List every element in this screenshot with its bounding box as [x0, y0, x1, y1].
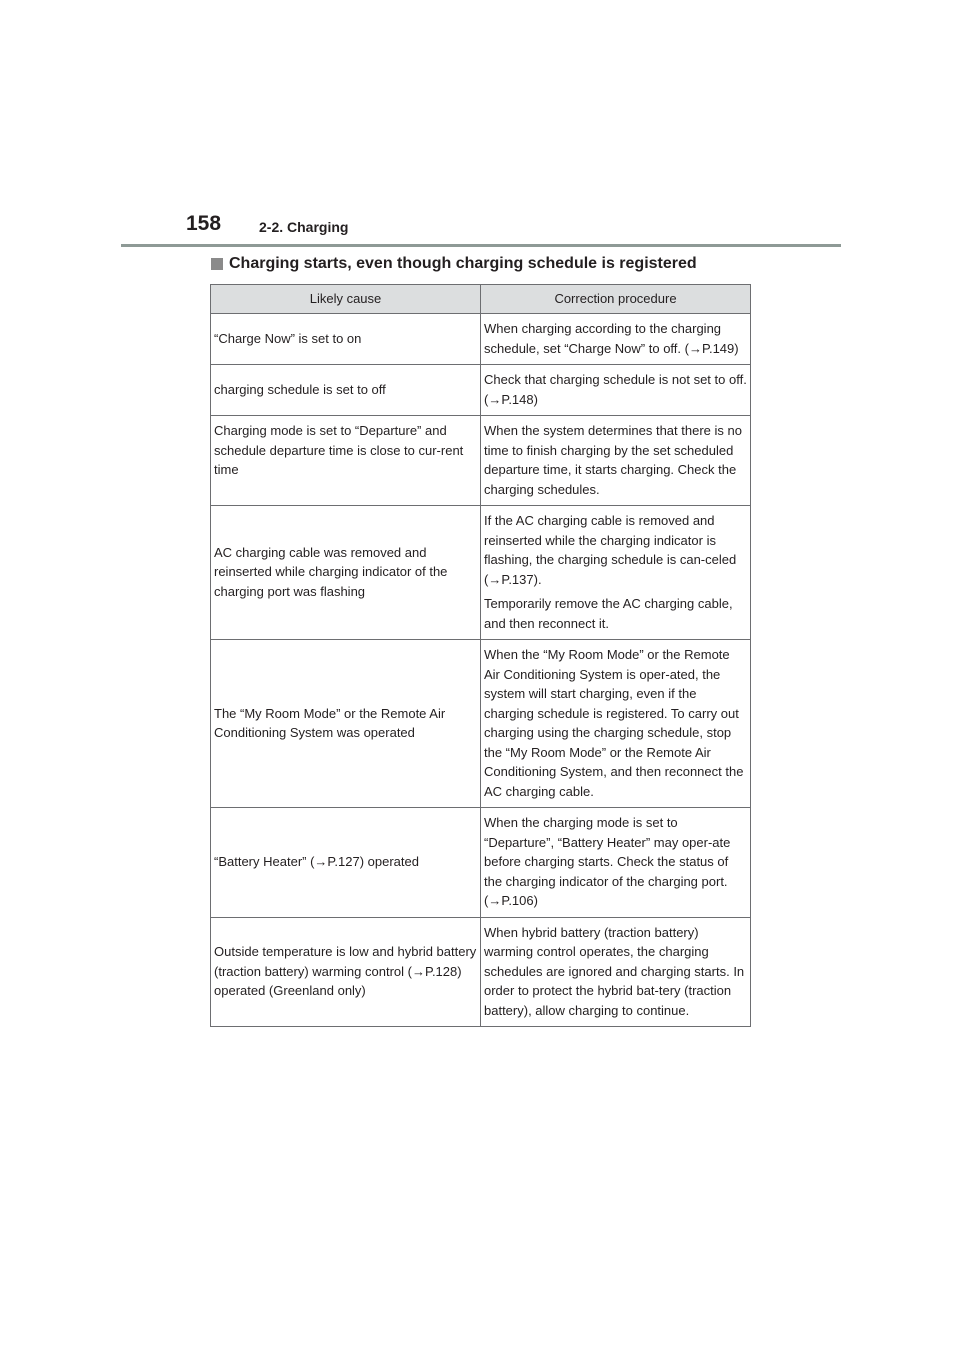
table-row [211, 917, 751, 1027]
cause-cell: AC charging cable was removed and reinserted while charging indicator of the charging port was flashing [211, 506, 481, 640]
section-heading-text: Charging starts, even though charging schedule is registered [229, 255, 697, 272]
table-row [211, 808, 751, 918]
table-header-row [211, 285, 751, 314]
cause-cell: The “My Room Mode” or the Remote Air Conditioning System was operated [211, 640, 481, 808]
column-header-likely-cause: Likely cause [211, 285, 481, 314]
procedure-text: When the system determines that there is no time to finish charging by the set scheduled departure time, it starts charging. Check the charging schedules. [484, 423, 742, 497]
procedure-text: When the “My Room Mode” or the Remote Air Conditioning System is oper-ated, the system will start charging, even if the charging schedule is registered. To carry out charging using the charging schedule, stop the “My Room Mode” or the Remote Air Conditioning System, and then reconnect the AC charging cable. [484, 647, 744, 799]
table-row [211, 416, 751, 506]
procedure-text: When the charging mode is set to “Departure”, “Battery Heater” may oper-ate before charging starts. Check the status of the charging indicator of the charging port. (→P.106) [484, 815, 731, 908]
cause-cell: “Battery Heater” (→P.127) operated [211, 808, 481, 918]
cause-cell: Outside temperature is low and hybrid battery (traction battery) warming control (→P.128) operated (Greenland only) [211, 917, 481, 1027]
section-label: 2-2. Charging [259, 219, 349, 235]
procedure-text: If the AC charging cable is removed and reinserted while the charging indicator is flashing, the charging schedule is can-celed (→P.137). [484, 513, 737, 587]
cause-cell: “Charge Now” is set to on [211, 314, 481, 365]
procedure-text: When charging according to the charging schedule, set “Charge Now” to off. (→P.149) [484, 321, 739, 356]
procedure-cell [481, 314, 751, 365]
procedure-cell [481, 416, 751, 506]
procedure-cell [481, 640, 751, 808]
page-number: 158 [186, 212, 222, 235]
table-row [211, 314, 751, 365]
column-header-correction-procedure: Correction procedure [481, 285, 751, 314]
procedure-cell [481, 365, 751, 416]
table-row [211, 365, 751, 416]
procedure-cell [481, 808, 751, 918]
procedure-cell [481, 917, 751, 1027]
square-bullet-icon [211, 258, 223, 270]
table-row [211, 506, 751, 640]
header-rule [121, 244, 841, 247]
section-heading [211, 255, 697, 273]
procedure-text: Check that charging schedule is not set to off. (→P.148) [484, 372, 747, 407]
procedure-text: When hybrid battery (traction battery) warming control operates, the charging schedules are ignored and charging starts. In order to protect the hybrid bat-tery (traction battery), allow charging to continue. [484, 924, 745, 1018]
procedure-text: Temporarily remove the AC charging cable, and then reconnect it. [484, 596, 733, 631]
procedure-cell [481, 506, 751, 640]
cause-cell: Charging mode is set to “Departure” and schedule departure time is close to cur-rent time [211, 416, 481, 506]
table-row [211, 640, 751, 808]
troubleshooting-table [210, 284, 751, 1027]
cause-cell: charging schedule is set to off [211, 365, 481, 416]
